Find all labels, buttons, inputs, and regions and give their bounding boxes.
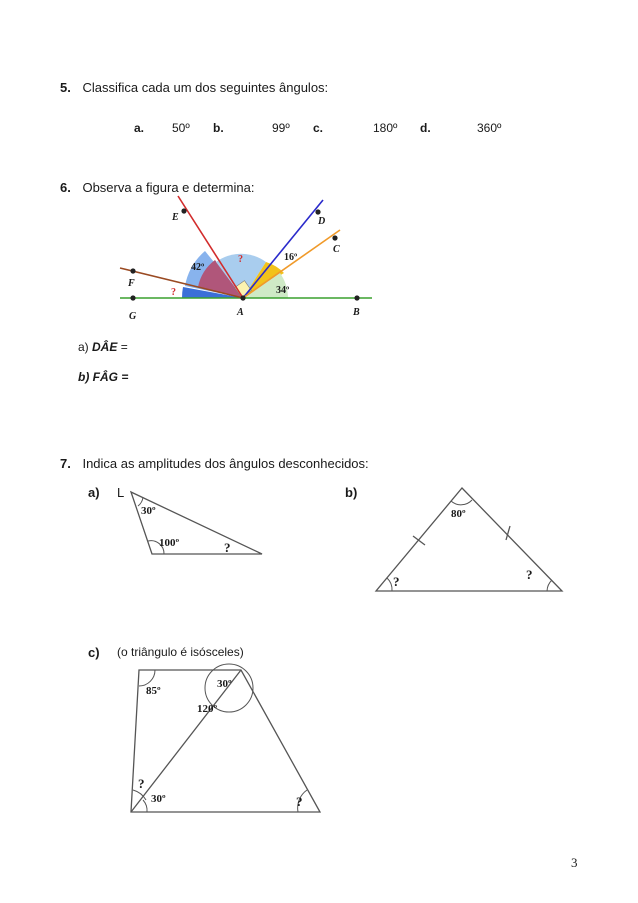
q6-item-a-prefix: a) bbox=[78, 340, 89, 354]
q5-option-b-letter: b. bbox=[213, 121, 224, 135]
triangle-a bbox=[131, 492, 262, 554]
q5-option-a-letter: a. bbox=[134, 121, 145, 135]
triangle-b-arc-top bbox=[451, 500, 472, 505]
q5-option-a-value: 50º bbox=[172, 121, 190, 135]
q7b-label: b) bbox=[345, 485, 358, 500]
quad-c-arc-topleft bbox=[139, 670, 155, 686]
q7c-note: (o triângulo é isósceles) bbox=[117, 645, 244, 659]
label-f: F bbox=[128, 278, 135, 289]
triangle-b-arc-right bbox=[547, 580, 552, 591]
q6-item-b-label: FÂG = bbox=[92, 370, 129, 384]
triangle-b-arc-left bbox=[387, 578, 392, 591]
label-d: D bbox=[318, 216, 326, 227]
label-a: A bbox=[237, 307, 244, 318]
angle-16-label: 16º bbox=[284, 252, 298, 263]
label-b: B bbox=[353, 307, 360, 318]
q5-option-c-value: 180º bbox=[373, 121, 398, 135]
q7-text: Indica as amplitudes dos ângulos desconhecidos: bbox=[82, 456, 369, 471]
q6-item-a-label: DÂE bbox=[92, 340, 118, 354]
angle-unknown-top: ? bbox=[238, 254, 243, 265]
quad-c-arc-bottomleft2 bbox=[143, 800, 147, 812]
q6-number: 6. bbox=[60, 180, 71, 195]
q7c-angle3: 120º bbox=[197, 703, 218, 715]
angle-unknown-left: ? bbox=[171, 287, 176, 298]
q7c-angle4: 30º bbox=[151, 793, 166, 805]
q7c-angle2: 30º bbox=[217, 678, 232, 690]
q5-option-d-letter: d. bbox=[420, 121, 431, 135]
q7a-angle2: 100º bbox=[159, 537, 180, 549]
q5-number: 5. bbox=[60, 80, 71, 95]
q5-option-b-value: 99º bbox=[272, 121, 290, 135]
q7c-angle1: 85º bbox=[146, 685, 161, 697]
tick-right bbox=[506, 526, 510, 540]
q7b-unknown1: ? bbox=[393, 574, 400, 589]
q6-item-a-suffix: = bbox=[120, 340, 128, 354]
q7b-unknown2: ? bbox=[526, 567, 533, 582]
q6-item-b-prefix: b) bbox=[78, 370, 90, 384]
angle-34-label: 34º bbox=[276, 285, 290, 296]
label-c: C bbox=[333, 244, 340, 255]
q5-option-c-letter: c. bbox=[313, 121, 324, 135]
label-g: G bbox=[129, 311, 137, 322]
q7a-angle1: 30º bbox=[141, 505, 156, 517]
q7c-unknown2: ? bbox=[296, 794, 303, 809]
q7-number: 7. bbox=[60, 456, 71, 471]
q7c-label: c) bbox=[88, 645, 100, 660]
page-number: 3 bbox=[571, 855, 578, 870]
q6-text: Observa a figura e determina: bbox=[82, 180, 255, 195]
q7a-label: a) bbox=[88, 485, 100, 500]
q7b-angle1: 80º bbox=[451, 508, 466, 520]
q5-option-d-value: 360º bbox=[477, 121, 502, 135]
triangle-b bbox=[376, 488, 562, 591]
q7a-extra: L bbox=[117, 485, 125, 500]
q5-text: Classifica cada um dos seguintes ângulos: bbox=[82, 80, 329, 95]
label-e: E bbox=[172, 212, 179, 223]
angle-42-label: 42º bbox=[191, 262, 205, 273]
q7a-unknown: ? bbox=[224, 540, 231, 555]
q7c-unknown1: ? bbox=[138, 776, 145, 791]
